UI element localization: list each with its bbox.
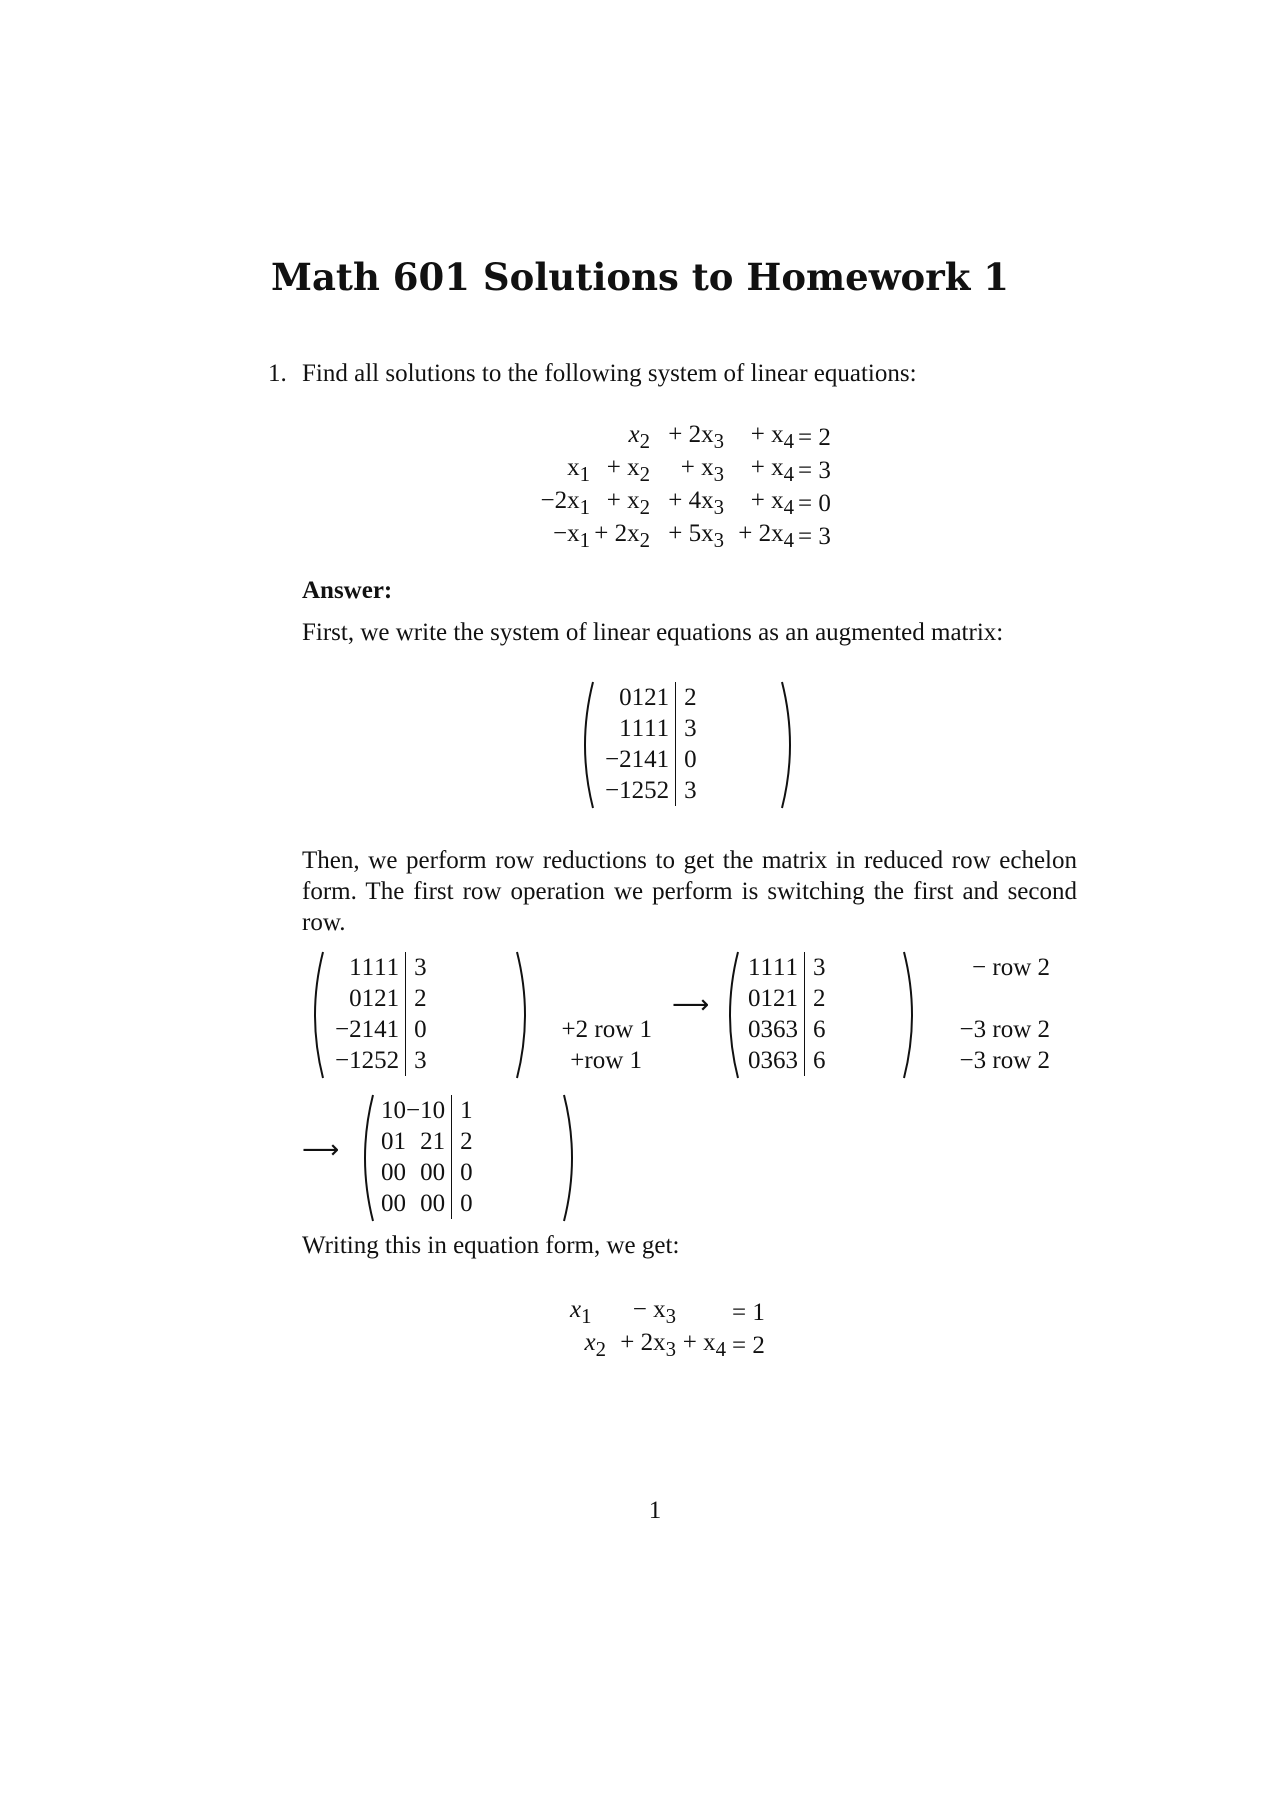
row-operations-swapped [550, 952, 652, 1076]
matrix-entry: 1 [432, 1127, 446, 1155]
system-equation: $-x_1$ + $2x_2$ + $5x_3$ + $2x_4$ = 3 [552, 520, 831, 552]
matrix-entry: 0 [393, 1189, 406, 1217]
equation-form-text: Writing this in equation form, we get: [302, 1232, 680, 1259]
matrix-entry: 1 [656, 714, 670, 742]
matrix-entry: 3 [760, 1046, 773, 1074]
matrix-entry: 1 [785, 953, 798, 981]
final-equations [570, 1296, 782, 1362]
matrix-entry: 3 [760, 1015, 773, 1043]
matrix-entry: −1 [406, 1096, 433, 1124]
augmented-entry: 2 [406, 983, 427, 1014]
left-paren [305, 950, 325, 1080]
matrix-row [335, 983, 427, 1014]
matrix-entry: 0 [748, 1046, 761, 1074]
matrix-entry: 1 [631, 714, 645, 742]
row-op [950, 983, 1050, 1014]
matrix-row [748, 1045, 826, 1076]
left-paren [355, 1093, 375, 1223]
matrix-entry: 1 [381, 1096, 394, 1124]
matrix-row [748, 983, 826, 1014]
matrix-entry: 0 [420, 1189, 433, 1217]
matrix-row [748, 952, 826, 983]
final-equation: $x_2$ + $2x_3$ + $x_4$ = 2 [584, 1329, 765, 1361]
matrix-entry: 1 [361, 953, 375, 981]
matrix-row [605, 744, 697, 775]
matrix-entry: 0 [381, 1158, 394, 1186]
matrix-entry: 2 [361, 1046, 375, 1074]
augmented-entry: 0 [452, 1157, 473, 1188]
matrix-entry: 1 [748, 953, 761, 981]
augmented-entry: 2 [805, 983, 826, 1014]
matrix-row [335, 952, 427, 983]
matrix-entry: 1 [644, 714, 657, 742]
matrix-entry: 0 [748, 1015, 761, 1043]
right-paren [562, 1093, 582, 1223]
matrix-row [605, 775, 697, 806]
left-paren [720, 950, 740, 1080]
matrix-entry: 1 [361, 984, 375, 1012]
matrix-body [748, 952, 826, 1076]
matrix-entry: 1 [656, 683, 670, 711]
matrix-entry: 1 [619, 714, 632, 742]
augmented-entry: 0 [452, 1188, 473, 1219]
matrix-body [381, 1095, 473, 1219]
row-op: − row 2 [972, 954, 1050, 981]
matrix-entry: 4 [644, 745, 657, 773]
matrix-entry: 2 [420, 1127, 433, 1155]
augmented-entry: 0 [406, 1014, 427, 1045]
page-number: 1 [648, 1497, 662, 1524]
matrix-entry: 1 [386, 984, 400, 1012]
matrix-row [605, 682, 697, 713]
answer-intro: First, we write the system of linear equations as an augmented matrix: [302, 619, 1004, 646]
matrix-body [335, 952, 427, 1076]
matrix-entry: 1 [393, 1127, 406, 1155]
matrix-entry: 0 [432, 1096, 446, 1124]
matrix-row [381, 1095, 473, 1126]
augmented-entry: 0 [676, 744, 697, 775]
matrix-entry: 0 [393, 1096, 406, 1124]
matrix-entry: 6 [773, 1046, 786, 1074]
matrix-entry: −2 [605, 745, 632, 773]
system-equation: $-2x_1$ + $x_2$ + $4x_3$ + $x_4$ = 0 [540, 487, 831, 519]
problem-number: 1. [268, 360, 287, 387]
matrix-entry: 2 [386, 1046, 400, 1074]
augmented-entry: 6 [805, 1014, 826, 1045]
matrix-entry: 1 [760, 953, 773, 981]
matrix-entry: 2 [631, 776, 645, 804]
matrix-entry: 1 [361, 1015, 375, 1043]
row-op: +row 1 [570, 1047, 642, 1074]
left-paren [575, 680, 595, 810]
matrix-row [381, 1126, 473, 1157]
system-equation: $x_1$ + $x_2$ + $x_3$ + $x_4$ = 3 [567, 454, 831, 486]
matrix-entry: 0 [381, 1189, 394, 1217]
matrix-row [381, 1157, 473, 1188]
matrix-entry: 2 [656, 776, 670, 804]
matrix-row [605, 713, 697, 744]
matrix-entry: −1 [605, 776, 632, 804]
answer-label: Answer: [302, 577, 393, 604]
augmented-entry: 3 [676, 775, 697, 806]
matrix-row [335, 1014, 427, 1045]
augmented-entry: 2 [452, 1126, 473, 1157]
system-equation: $x_2$ + $2x_3$ + $x_4$ = 2 [628, 421, 831, 453]
matrix-entry: 5 [374, 1046, 387, 1074]
right-paren [902, 950, 922, 1080]
matrix-entry: 4 [374, 1015, 387, 1043]
augmented-entry: 3 [406, 952, 427, 983]
matrix-entry: 1 [785, 984, 798, 1012]
augmented-entry: 2 [676, 682, 697, 713]
matrix-body [605, 682, 697, 806]
row-op: −3 row 2 [959, 1047, 1050, 1074]
problem-statement: Find all solutions to the following system of linear equations: [302, 360, 917, 387]
augmented-entry: 3 [676, 713, 697, 744]
matrix-row [335, 1045, 427, 1076]
augmented-entry: 6 [805, 1045, 826, 1076]
matrix-entry: 1 [773, 953, 786, 981]
matrix-entry: 0 [432, 1189, 446, 1217]
right-paren [780, 680, 800, 810]
matrix-entry: 1 [631, 683, 645, 711]
augmented-entry: 3 [406, 1045, 427, 1076]
row-op [550, 952, 652, 983]
matrix-entry: 1 [760, 984, 773, 1012]
final-equation: $x_1$ − $x_3$ = 1 [570, 1296, 765, 1328]
augmented-entry: 1 [452, 1095, 473, 1126]
matrix-entry: 1 [349, 953, 362, 981]
matrix-entry: 3 [785, 1015, 798, 1043]
matrix-entry: 2 [644, 683, 657, 711]
matrix-entry: 3 [785, 1046, 798, 1074]
term: + $2x_3$ [668, 421, 724, 453]
matrix-row [748, 1014, 826, 1045]
matrix-entry: 1 [374, 953, 387, 981]
matrix-entry: 0 [619, 683, 632, 711]
matrix-entry: 6 [773, 1015, 786, 1043]
augmented-entry: 3 [805, 952, 826, 983]
row-operations-step2 [950, 952, 1050, 1076]
matrix-entry: 2 [374, 984, 387, 1012]
matrix-entry: 0 [349, 984, 362, 1012]
right-arrow-icon: ⟶ [672, 990, 710, 1020]
reduction-text: Then, we perform row reductions to get the matrix in reduced row echelon form. The first row operation we perform is switching the first and second row. [302, 847, 1077, 936]
row-op [550, 983, 652, 1014]
matrix-entry: 1 [386, 953, 400, 981]
matrix-entry: 0 [381, 1127, 394, 1155]
matrix-entry: −1 [335, 1046, 362, 1074]
matrix-entry: 5 [644, 776, 657, 804]
matrix-entry: 1 [656, 745, 670, 773]
page-title: Math 601 Solutions to Homework 1 [271, 255, 1009, 299]
matrix-entry: 0 [432, 1158, 446, 1186]
matrix-entry: 1 [631, 745, 645, 773]
row-op: −3 row 2 [959, 1016, 1050, 1043]
linear-system [530, 421, 848, 553]
right-paren [515, 950, 535, 1080]
row-op: +2 row 1 [561, 1016, 652, 1043]
matrix-row [381, 1188, 473, 1219]
matrix-entry: 0 [420, 1158, 433, 1186]
right-arrow-icon: ⟶ [302, 1135, 340, 1165]
matrix-entry: −2 [335, 1015, 362, 1043]
matrix-entry: 2 [773, 984, 786, 1012]
matrix-entry: 0 [393, 1158, 406, 1186]
matrix-entry: 1 [386, 1015, 400, 1043]
matrix-entry: 0 [748, 984, 761, 1012]
